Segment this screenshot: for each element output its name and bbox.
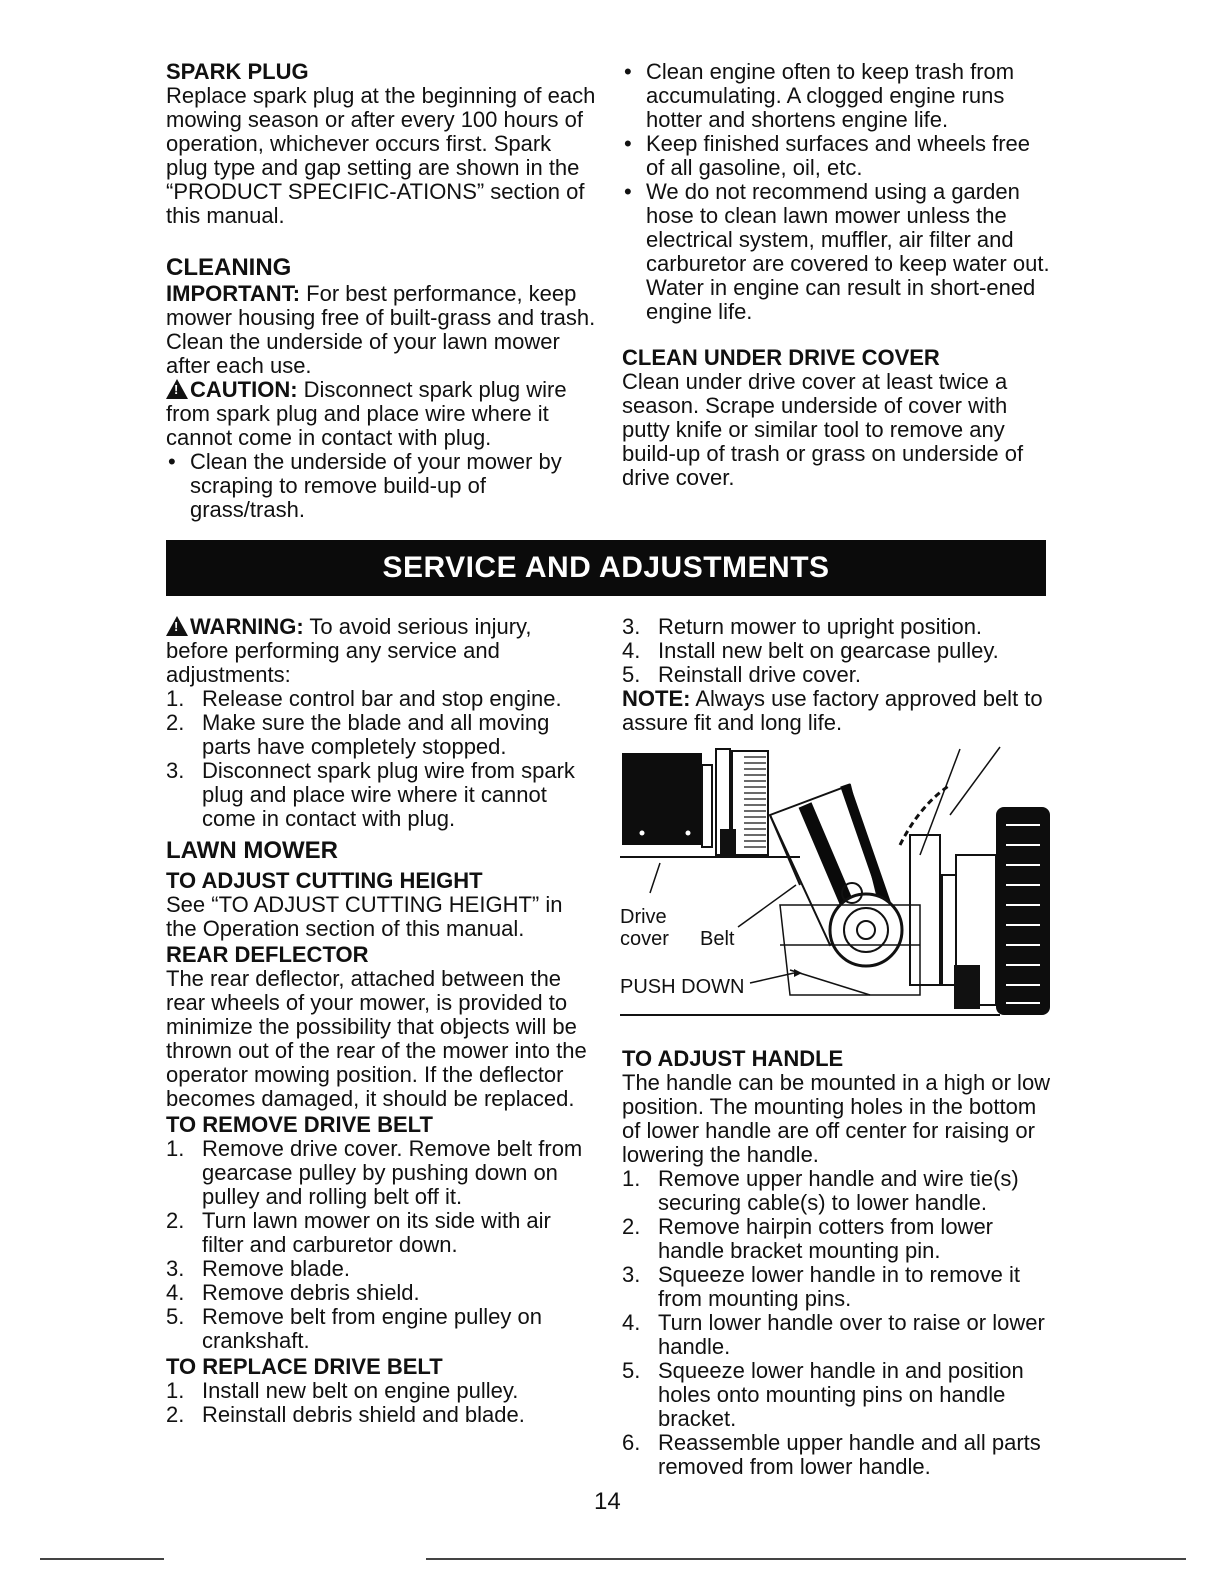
- rear-deflector-heading: REAR DEFLECTOR: [166, 942, 369, 967]
- step-text: Remove drive cover. Remove belt from gearcase pulley by pushing down on pulley and rolling belt off it.: [202, 1136, 583, 1209]
- important-text: For best performance, keep mower housing free of built-grass and trash. Clean the underside of your lawn mower after each use.: [166, 281, 596, 378]
- list-item: [166, 759, 596, 831]
- replace-belt-steps-continued: [622, 615, 1052, 687]
- step-number: 4.: [166, 1280, 185, 1305]
- belt-label: Belt: [700, 928, 735, 950]
- remove-belt-steps: [166, 1137, 596, 1353]
- step-text: Reassemble upper handle and all parts removed from lower handle.: [658, 1430, 1041, 1479]
- lawn-mower-heading: LAWN MOWER: [166, 837, 338, 864]
- step-number: 5.: [166, 1304, 185, 1329]
- list-item: [622, 1215, 1052, 1263]
- list-item: [166, 711, 596, 759]
- step-number: 2.: [166, 1402, 185, 1427]
- step-text: Remove debris shield.: [202, 1280, 420, 1305]
- list-item: [622, 615, 1052, 639]
- drive-cover-heading: CLEAN UNDER DRIVE COVER: [622, 345, 940, 370]
- list-item: • Keep finished surfaces and wheels free of all gasoline, oil, etc.: [622, 132, 1052, 180]
- caution-paragraph: [166, 378, 596, 450]
- warning-steps: [166, 687, 596, 831]
- replace-belt-heading: TO REPLACE DRIVE BELT: [166, 1354, 443, 1379]
- left-top-column: [166, 60, 596, 522]
- step-text: Remove hairpin cotters from lower handle bracket mounting pin.: [658, 1214, 994, 1263]
- step-text: Install new belt on engine pulley.: [202, 1378, 519, 1403]
- drive-label: Drive: [620, 906, 667, 928]
- list-item: [166, 1403, 596, 1427]
- adjust-handle-heading: TO ADJUST HANDLE: [622, 1046, 844, 1071]
- step-number: 5.: [622, 1358, 641, 1383]
- section-banner: SERVICE AND ADJUSTMENTS: [166, 540, 1046, 596]
- step-text: Remove upper handle and wire tie(s) securing cable(s) to lower handle.: [658, 1166, 1019, 1215]
- drive-cover-section: [622, 346, 1052, 490]
- step-number: 1.: [622, 1166, 641, 1191]
- list-item: [622, 639, 1052, 663]
- step-number: 6.: [622, 1430, 641, 1455]
- step-number: 1.: [166, 686, 185, 711]
- step-text: Disconnect spark plug wire from spark plug and place wire where it cannot come in contact with plug.: [202, 758, 575, 831]
- cutting-height-heading: TO ADJUST CUTTING HEIGHT: [166, 868, 483, 893]
- spark-plug-section: [166, 60, 596, 228]
- adjust-handle-section: [622, 1047, 1052, 1479]
- right-bottom-column: [622, 615, 1052, 735]
- list-item: [622, 1431, 1052, 1479]
- list-item: [622, 1263, 1052, 1311]
- warning-paragraph: [166, 615, 596, 687]
- rear-deflector-text: The rear deflector, attached between the rear wheels of your mower, is provided to minimize the possibility that objects will be thrown out of the rear of the mower into the operator mowing position. If the deflector becomes damaged, it should be replaced.: [166, 966, 587, 1111]
- step-text: Remove blade.: [202, 1256, 350, 1281]
- list-item: [166, 1281, 596, 1305]
- list-item: [622, 1359, 1052, 1431]
- note-paragraph: [622, 687, 1052, 735]
- list-item: [622, 663, 1052, 687]
- push-down-label: PUSH DOWN: [620, 976, 745, 998]
- spark-plug-heading: SPARK PLUG: [166, 59, 309, 84]
- replace-belt-steps: [166, 1379, 596, 1427]
- step-text: Turn lower handle over to raise or lower handle.: [658, 1310, 1045, 1359]
- step-number: 2.: [622, 1214, 641, 1239]
- list-item: [166, 1379, 596, 1403]
- step-number: 3.: [622, 1262, 641, 1287]
- step-text: Turn lawn mower on its side with air filter and carburetor down.: [202, 1208, 551, 1257]
- right-top-column: [622, 60, 1052, 490]
- step-number: 5.: [622, 662, 641, 687]
- list-item: [166, 1305, 596, 1353]
- step-text: Squeeze lower handle in to remove it from mounting pins.: [658, 1262, 1020, 1311]
- step-text: Remove belt from engine pulley on crankshaft.: [202, 1304, 542, 1353]
- step-text: Reinstall debris shield and blade.: [202, 1402, 525, 1427]
- warning-label: WARNING:: [190, 614, 304, 639]
- remove-belt-heading: TO REMOVE DRIVE BELT: [166, 1112, 433, 1137]
- step-text: Reinstall drive cover.: [658, 662, 861, 687]
- step-number: 3.: [166, 758, 185, 783]
- cover-label: cover: [620, 928, 669, 950]
- list-item: [166, 1257, 596, 1281]
- adjust-handle-steps: [622, 1167, 1052, 1479]
- step-text: Install new belt on gearcase pulley.: [658, 638, 999, 663]
- list-item: • Clean engine often to keep trash from accumulating. A clogged engine runs hotter and shortens engine life.: [622, 60, 1052, 132]
- list-item: [166, 1137, 596, 1209]
- step-text: Return mower to upright position.: [658, 614, 983, 639]
- step-number: 3.: [622, 614, 641, 639]
- list-item: [622, 1167, 1052, 1215]
- footer-rule-left: [40, 1558, 164, 1560]
- list-item: • Clean the underside of your mower by scraping to remove build-up of grass/trash.: [166, 450, 596, 522]
- list-item: [622, 1311, 1052, 1359]
- step-number: 1.: [166, 1136, 185, 1161]
- spark-plug-text: Replace spark plug at the beginning of each mowing season or after every 100 hours of operation, whichever occurs first. Spark plug type and gap setting are shown in the “PRODUCT SPECIFIC-ATIONS” section of this manual.: [166, 83, 596, 228]
- important-paragraph: [166, 282, 596, 378]
- step-text: Release control bar and stop engine.: [202, 686, 562, 711]
- engine-cleaning-bullets: [622, 60, 1052, 324]
- step-text: Squeeze lower handle in and position holes onto mounting pins on handle bracket.: [658, 1358, 1024, 1431]
- step-text: Make sure the blade and all moving parts have completely stopped.: [202, 710, 550, 759]
- page-number: 14: [594, 1488, 621, 1515]
- caution-icon: [166, 379, 188, 399]
- cutting-height-text: See “TO ADJUST CUTTING HEIGHT” in the Operation section of this manual.: [166, 892, 563, 941]
- footer-rule-right: [426, 1558, 1186, 1560]
- mower-drive-drawing: [620, 745, 1052, 1017]
- step-number: 4.: [622, 638, 641, 663]
- step-number: 2.: [166, 1208, 185, 1233]
- note-label: NOTE:: [622, 686, 691, 711]
- cleaning-section: [166, 254, 596, 522]
- note-text: Always use factory approved belt to assure fit and long life.: [622, 686, 1043, 735]
- adjust-handle-text: The handle can be mounted in a high or low position. The mounting holes in the bottom of lower handle are off center for raising or lowering the handle.: [622, 1070, 1051, 1167]
- cleaning-bullets: [166, 450, 596, 522]
- important-label: IMPORTANT:: [166, 281, 301, 306]
- left-bottom-column: [166, 615, 596, 1427]
- warning-text: To avoid serious injury, before performing any service and adjustments:: [166, 614, 532, 687]
- warning-icon: [166, 616, 188, 636]
- step-number: 2.: [166, 710, 185, 735]
- caution-label: CAUTION:: [190, 377, 298, 402]
- cleaning-heading: CLEANING: [166, 254, 292, 281]
- list-item: [166, 687, 596, 711]
- list-item: • We do not recommend using a garden hose to clean lawn mower unless the electrical system, muffler, air filter and carburetor are covered to keep water out. Water in engine can result in short-ened engine life.: [622, 180, 1052, 324]
- drive-belt-illustration: [620, 745, 1052, 1017]
- list-item: [166, 1209, 596, 1257]
- step-number: 3.: [166, 1256, 185, 1281]
- drive-cover-text: Clean under drive cover at least twice a season. Scrape underside of cover with putty knife or similar tool to remove any build-up of trash or grass on underside of drive cover.: [622, 369, 1024, 490]
- step-number: 4.: [622, 1310, 641, 1335]
- caution-text: Disconnect spark plug wire from spark plug and place wire where it cannot come in contact with plug.: [166, 377, 567, 450]
- step-number: 1.: [166, 1378, 185, 1403]
